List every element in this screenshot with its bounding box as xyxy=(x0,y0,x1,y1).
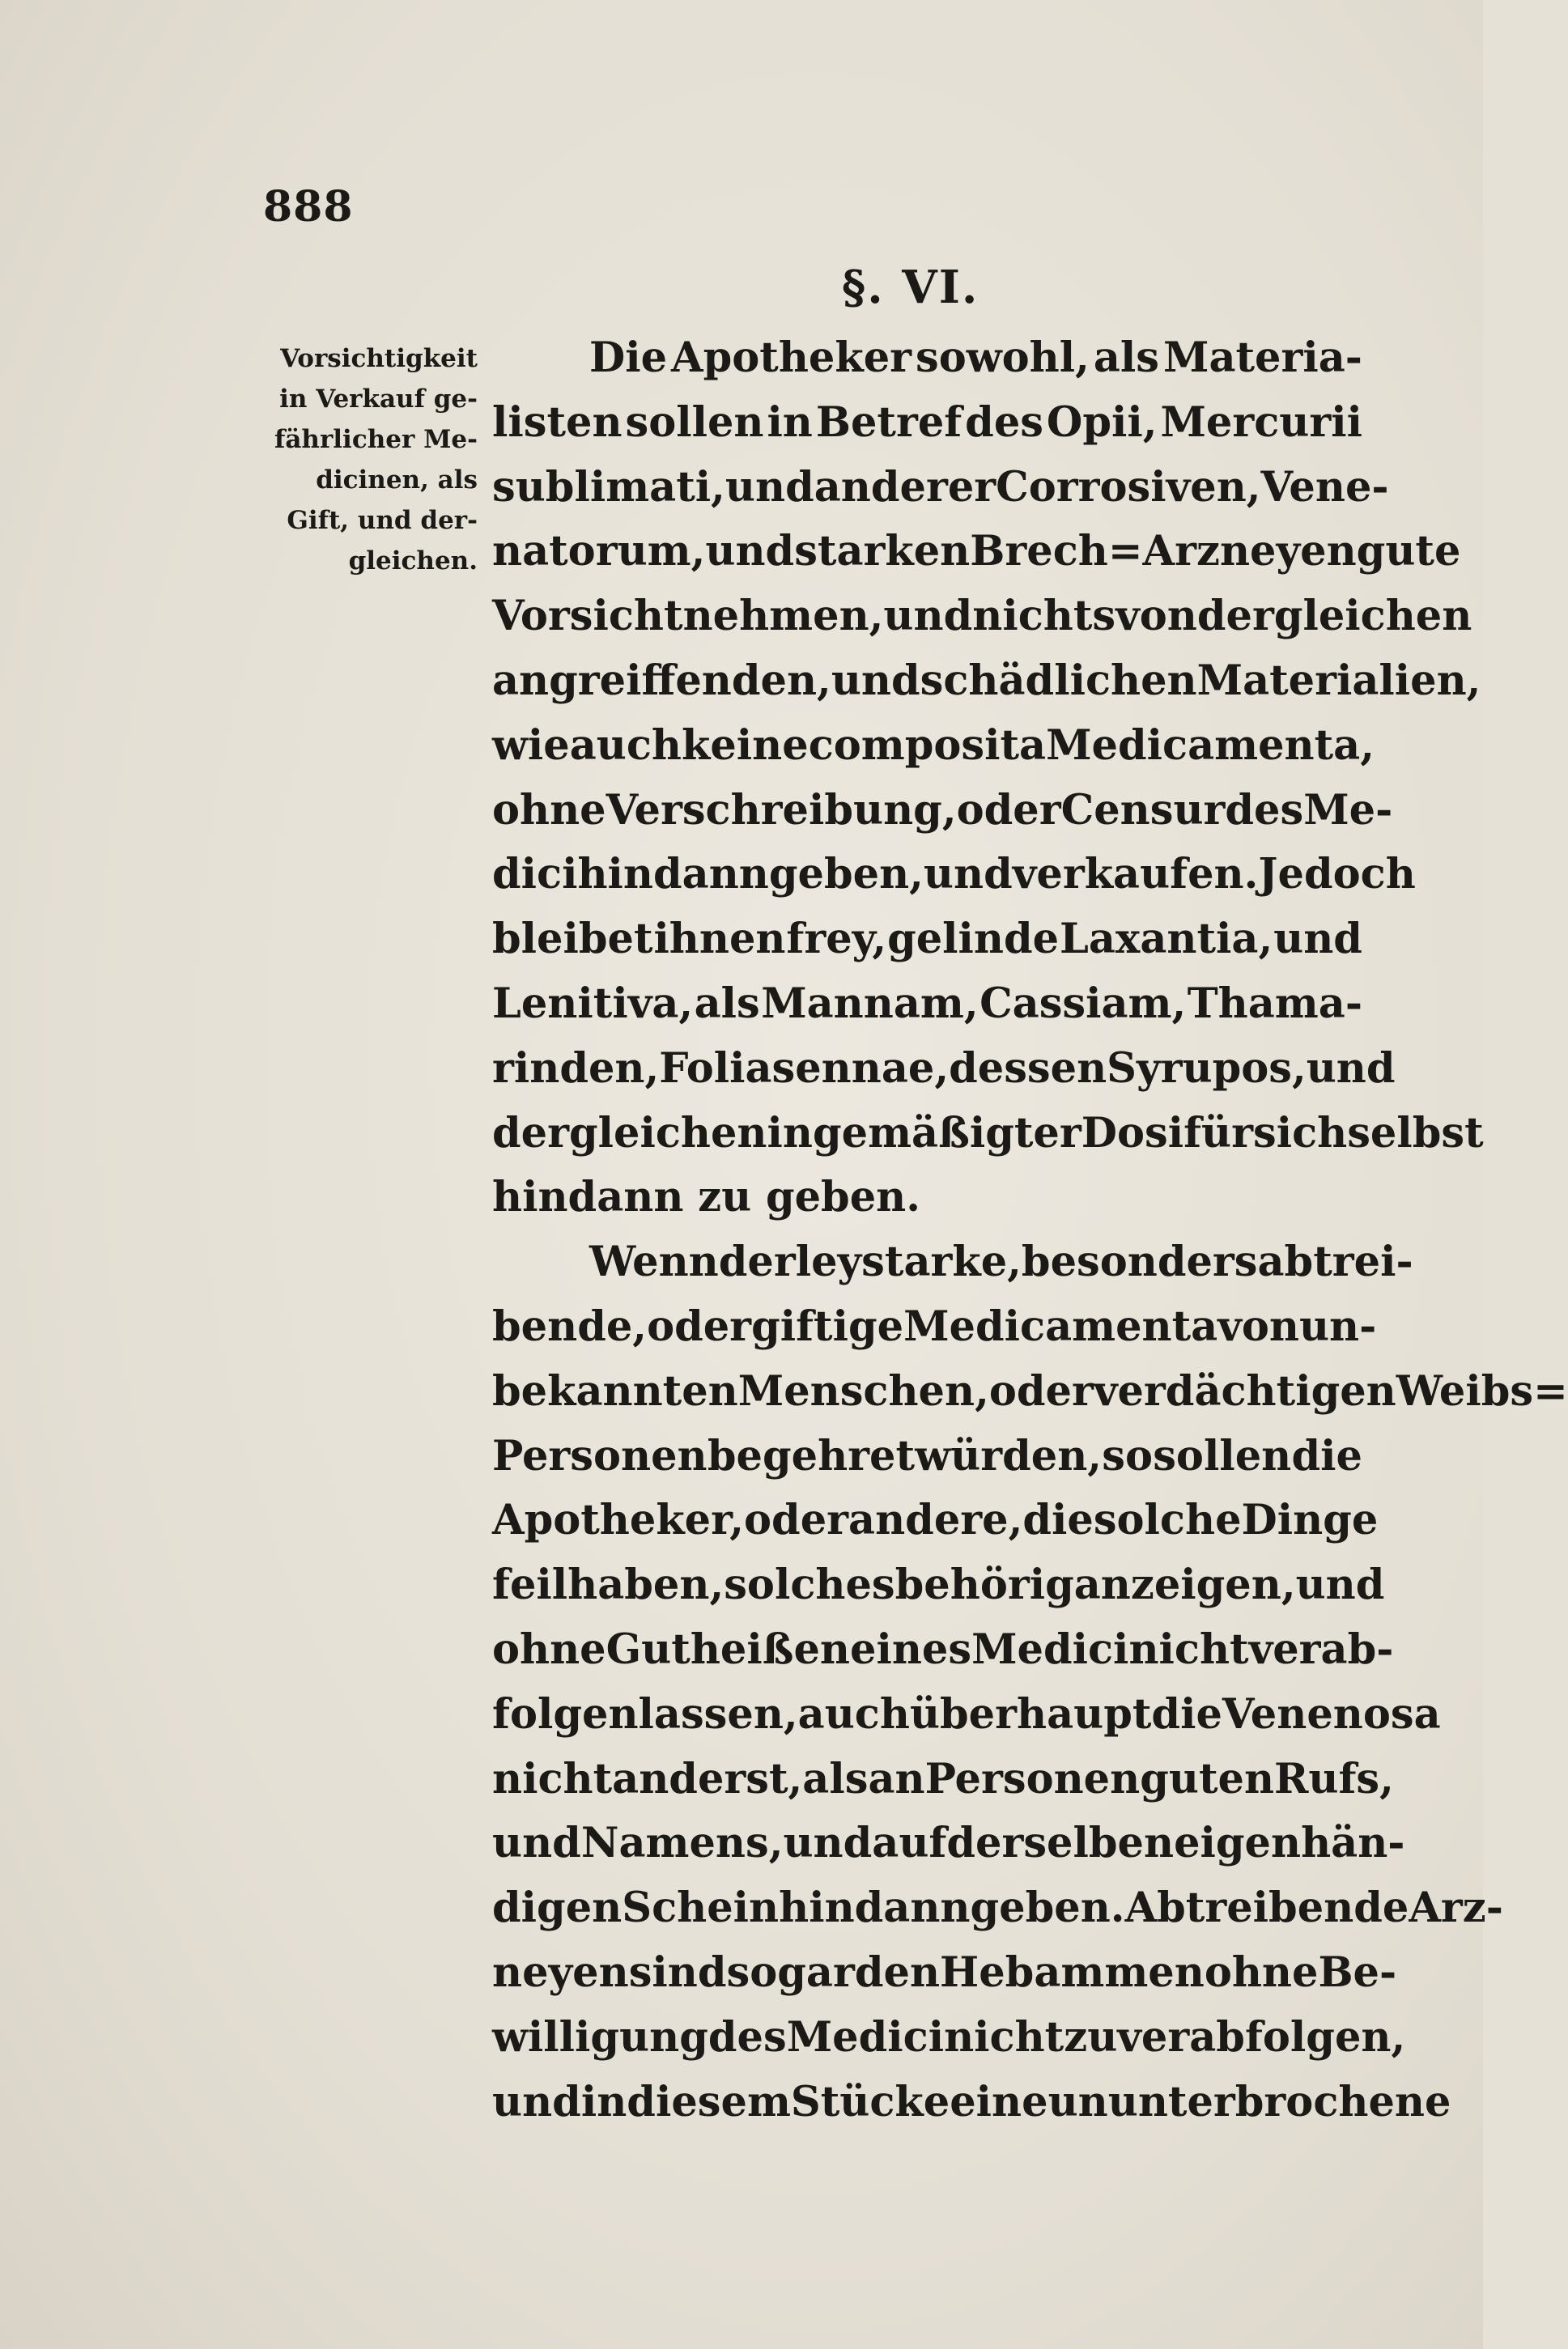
text-line: neyen sind sogar den Hebammen ohne Be- xyxy=(492,1948,1397,1997)
text-line: bleibet ihnen frey, gelinde Laxantia, und xyxy=(492,915,1362,964)
text-line: angreiffenden, und schädlichen Materialien, xyxy=(492,656,1481,705)
text-line: dici hindanngeben, und verkaufen. Jedoch xyxy=(492,850,1416,899)
text-line: Vorsicht nehmen, und nichts von dergleichen xyxy=(492,592,1472,641)
body-text xyxy=(492,326,1568,2134)
margin-note-line: gleichen. xyxy=(348,546,478,576)
text-line: bekannten Menschen, oder verdächtigen Weibs= xyxy=(492,1366,1568,1416)
text-line: natorum, und starken Brech=Arzneyen gute xyxy=(492,527,1461,576)
text-line: digen Schein hindanngeben. Abtreibende Arz- xyxy=(492,1884,1503,1933)
text-line: nicht anderst, als an Personen guten Rufs, xyxy=(492,1754,1394,1803)
text-line: Lenitiva, als Mannam, Cassiam, Thama- xyxy=(492,979,1362,1028)
margin-note-line: dicinen, als xyxy=(316,465,478,495)
text-line: hindann zu geben. xyxy=(492,1173,921,1222)
text-line: dergleichen in gemäßigter Dosi für sich selbst xyxy=(492,1108,1484,1158)
section-heading: §. VI. xyxy=(842,261,979,314)
text-line: feil haben, solches behörig anzeigen, und xyxy=(492,1561,1385,1610)
text-line: rinden, Folia sennae, dessen Syrupos, und xyxy=(492,1043,1396,1093)
text-line: listen sollen in Betref des Opii, Mercurii xyxy=(492,397,1362,447)
margin-note-line: Vorsichtigkeit xyxy=(280,344,478,373)
text-line: bende, oder giftige Medicamenta von un- xyxy=(492,1302,1377,1351)
text-line: ohne Verschreibung, oder Censur des Me- xyxy=(492,785,1393,835)
text-line: und in diesem Stücke eine ununterbrochene xyxy=(492,2077,1451,2126)
text-line: sublimati, und anderer Corrosiven, Vene- xyxy=(492,462,1389,512)
margin-note-line: Gift, und der- xyxy=(287,506,478,535)
text-line: Apotheker, oder andere, die solche Dinge xyxy=(492,1496,1379,1545)
text-line: Die Apotheker sowohl, als Materia- xyxy=(589,333,1362,382)
text-line: willigung des Medici nicht zu verabfolgen, xyxy=(492,2012,1406,2062)
text-line: ohne Gutheißen eines Medici nicht verab- xyxy=(492,1625,1394,1674)
margin-note xyxy=(247,338,478,581)
text-line: und Namens, und auf derselben eigenhän- xyxy=(492,1819,1405,1868)
margin-note-line: in Verkauf ge- xyxy=(279,384,478,414)
text-line: Personen begehret würden, so sollen die xyxy=(492,1431,1362,1480)
text-line: wie auch keine composita Medicamenta, xyxy=(492,720,1375,770)
text-line: folgen lassen, auch überhaupt die Venenosa xyxy=(492,1689,1441,1739)
page-number: 888 xyxy=(263,182,354,232)
text-line: Wenn derley starke, besonders abtrei- xyxy=(589,1238,1413,1287)
margin-note-line: fährlicher Me- xyxy=(274,425,478,454)
